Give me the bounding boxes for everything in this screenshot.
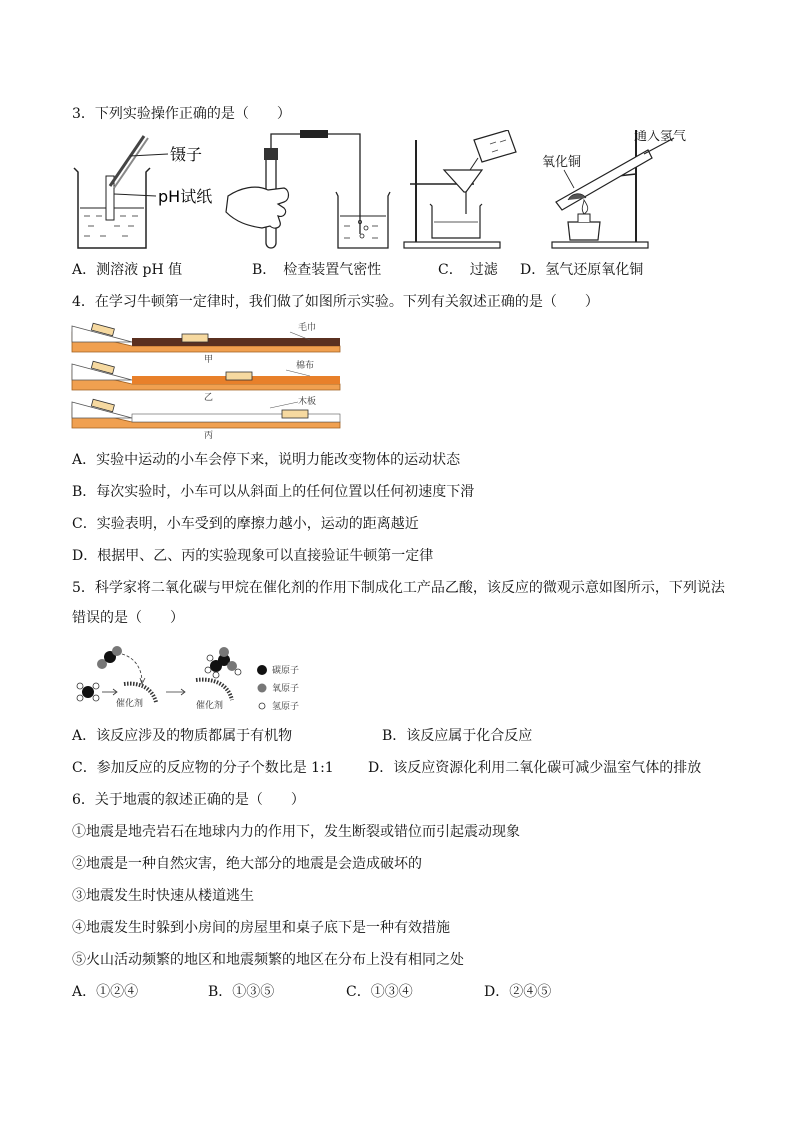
label-tweezers: 镊子 xyxy=(170,145,203,164)
q5-figure xyxy=(70,640,320,720)
q5-option-b[interactable]: B．该反应属于化合反应 xyxy=(382,728,533,744)
q6-option-c[interactable]: C．①③④ xyxy=(346,984,413,1000)
q4-option-a[interactable]: A．实验中运动的小车会停下来，说明力能改变物体的运动状态 xyxy=(72,452,461,468)
q4-stem: 4．在学习牛顿第一定律时，我们做了如图所示实验。下列有关叙述正确的是（ ） xyxy=(72,294,599,310)
ch4-molecule xyxy=(77,683,99,701)
q3-option-d[interactable]: D．氢气还原氧化铜 xyxy=(520,262,644,278)
label-jia: 甲 xyxy=(204,355,214,365)
q4-option-d[interactable]: D．根据甲、乙、丙的实验现象可以直接验证牛顿第一定律 xyxy=(72,548,434,564)
fig-hydrogen-reduction xyxy=(542,130,686,248)
q6-item-1: ①地震是地壳岩石在地球内力的作用下，发生断裂或错位而引起震动现象 xyxy=(72,824,520,840)
q3-option-c[interactable]: C． 过滤 xyxy=(438,262,498,278)
label-cuo: 氧化铜 xyxy=(542,155,582,170)
atom-legend xyxy=(257,664,299,712)
q3-stem: 3．下列实验操作正确的是（ ） xyxy=(72,106,291,122)
label-ph-paper: pH试纸 xyxy=(158,187,213,206)
q4-option-c[interactable]: C．实验表明，小车受到的摩擦力越小，运动的距离越近 xyxy=(72,516,419,532)
legend-oxygen: 氧原子 xyxy=(272,684,300,694)
q6-item-5: ⑤火山活动频繁的地区和地震频繁的地区在分布上没有相同之处 xyxy=(72,952,464,968)
q6-option-a[interactable]: A．①②④ xyxy=(72,984,139,1000)
label-towel: 毛巾 xyxy=(298,323,317,333)
q3-option-a[interactable]: A．测溶液 pH 值 xyxy=(72,262,183,278)
catalyst-label-1: 催化剂 xyxy=(116,699,144,709)
fig-ph-test xyxy=(74,136,212,248)
q3-figures xyxy=(70,130,710,256)
label-wood: 木板 xyxy=(298,397,317,407)
q6-stem: 6．关于地震的叙述正确的是（ ） xyxy=(72,792,305,808)
q5-option-a[interactable]: A．该反应涉及的物质都属于有机物 xyxy=(72,728,293,744)
q4-figure xyxy=(70,318,350,440)
co2-molecule xyxy=(97,646,122,669)
catalyst-label-2: 催化剂 xyxy=(196,701,224,711)
q5-stem-2: 错误的是（ ） xyxy=(72,610,184,626)
q6-item-4: ④地震发生时躲到小房间的房屋里和桌子底下是一种有效措施 xyxy=(72,920,450,936)
q5-option-c[interactable]: C．参加反应的反应物的分子个数比是 1:1 xyxy=(72,760,334,776)
label-hydrogen: 通入氢气 xyxy=(634,130,687,144)
label-yi: 乙 xyxy=(204,393,214,403)
fig-filtration xyxy=(404,130,516,248)
label-cotton: 棉布 xyxy=(296,361,315,371)
q3-option-b[interactable]: B． 检查装置气密性 xyxy=(252,262,382,278)
q6-item-2: ②地震是一种自然灾害，绝大部分的地震是会造成破坏的 xyxy=(72,856,422,872)
q6-option-b[interactable]: B．①③⑤ xyxy=(208,984,275,1000)
q5-option-d[interactable]: D．该反应资源化利用二氧化碳可减少温室气体的排放 xyxy=(368,760,702,776)
q6-option-d[interactable]: D．②④⑤ xyxy=(484,984,552,1000)
fig-airtight-check xyxy=(226,130,390,248)
acetic-acid-molecule xyxy=(205,647,241,678)
q5-stem-1: 5．科学家将二氧化碳与甲烷在催化剂的作用下制成化工产品乙酸，该反应的微观示意如图所示，下列说法 xyxy=(72,580,725,596)
legend-hydrogen: 氢原子 xyxy=(272,702,300,712)
label-bing: 丙 xyxy=(204,431,214,440)
q6-item-3: ③地震发生时快速从楼道逃生 xyxy=(72,888,254,904)
ramp-towel xyxy=(72,321,340,365)
legend-carbon: 碳原子 xyxy=(272,666,300,676)
q4-option-b[interactable]: B．每次实验时，小车可以从斜面上的任何位置以任何初速度下滑 xyxy=(72,484,475,500)
